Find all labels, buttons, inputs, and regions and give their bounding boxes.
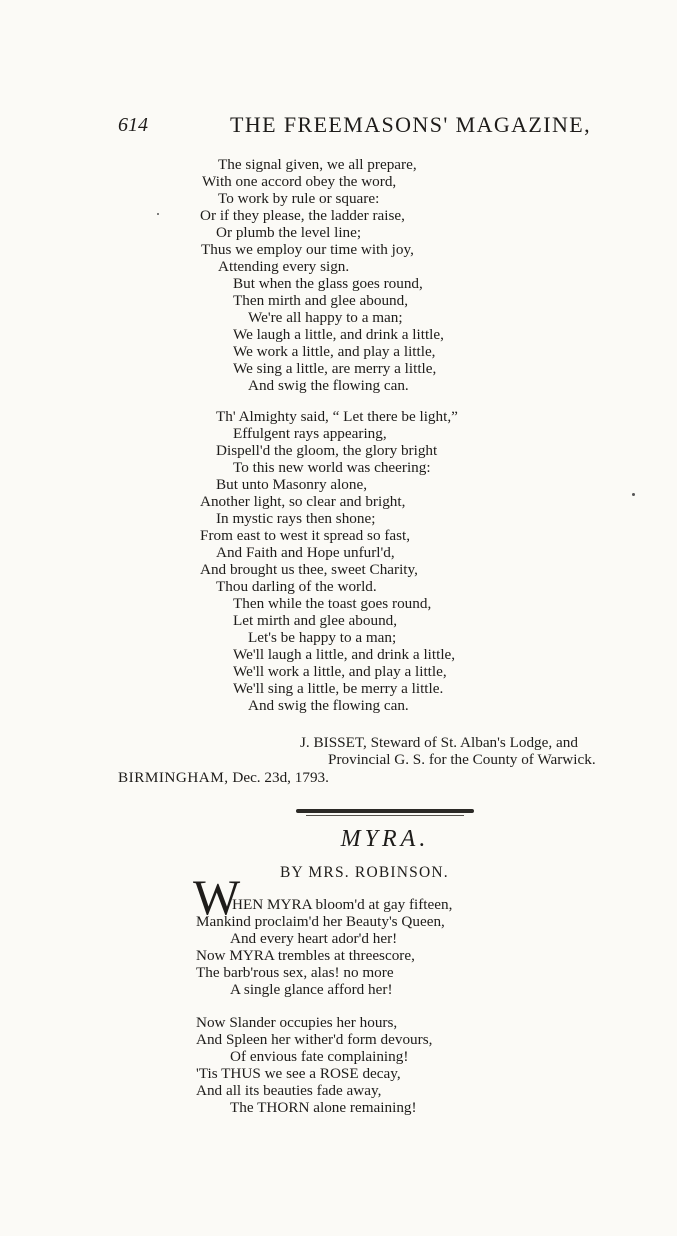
verse-line: And brought us thee, sweet Charity,	[200, 561, 418, 578]
verse-line: Thou darling of the world.	[216, 578, 377, 595]
verse-line: And every heart ador'd her!	[230, 930, 398, 947]
verse-line: With one accord obey the word,	[202, 173, 397, 190]
verse-line: Attending every sign.	[218, 258, 350, 275]
verse-line: And swig the flowing can.	[248, 697, 409, 714]
verse-line: And all its beauties fade away,	[196, 1082, 382, 1099]
signature-place: BIRMINGHAM,	[118, 769, 229, 786]
verse-line: In mystic rays then shone;	[216, 510, 376, 527]
verse-line: Mankind proclaim'd her Beauty's Queen,	[196, 913, 445, 930]
verse-line: The barb'rous sex, alas! no more	[196, 964, 394, 981]
verse-line: We'll work a little, and play a little,	[233, 663, 447, 680]
verse-line: Of envious fate complaining!	[230, 1048, 409, 1065]
verse-line: We'll laugh a little, and drink a little,	[233, 646, 456, 663]
verse-line: And swig the flowing can.	[248, 377, 409, 394]
verse-line: To work by rule or square:	[218, 190, 380, 207]
verse-line: Then while the toast goes round,	[233, 595, 432, 612]
verse-line: From east to west it spread so fast,	[200, 527, 411, 544]
verse-line: Now MYRA trembles at threescore,	[196, 947, 415, 964]
paper-speck	[157, 213, 159, 215]
verse-line: We sing a little, are merry a little,	[233, 360, 437, 377]
verse-line: Let mirth and glee abound,	[233, 612, 398, 629]
running-head: THE FREEMASONS' MAGAZINE,	[230, 112, 592, 137]
verse-line: We're all happy to a man;	[248, 309, 403, 326]
poem-byline: BY MRS. ROBINSON.	[280, 864, 449, 881]
verse-line: But when the glass goes round,	[233, 275, 423, 292]
page-number: 614	[118, 114, 148, 136]
paper-speck	[632, 493, 635, 496]
verse-line: Thus we employ our time with joy,	[201, 241, 414, 258]
verse-line: To this new world was cheering:	[233, 459, 431, 476]
verse-line: The THORN alone remaining!	[230, 1099, 417, 1116]
verse-line: We'll sing a little, be merry a little.	[233, 680, 444, 697]
verse-line: HEN MYRA bloom'd at gay fifteen,	[232, 896, 453, 913]
verse-line: Let's be happy to a man;	[248, 629, 397, 646]
verse-line: A single glance afford her!	[230, 981, 393, 998]
verse-line: Effulgent rays appearing,	[233, 425, 387, 442]
verse-line: We laugh a little, and drink a little,	[233, 326, 444, 343]
verse-line: Or if they please, the ladder raise,	[200, 207, 405, 224]
verse-line: And Faith and Hope unfurl'd,	[216, 544, 395, 561]
page-header	[118, 112, 658, 142]
section-divider	[296, 809, 474, 813]
poem-title: MYRA.	[340, 826, 430, 852]
signature-line: J. BISSET, Steward of St. Alban's Lodge, and	[300, 734, 578, 751]
verse-line: We work a little, and play a little,	[233, 343, 436, 360]
verse-line: Another light, so clear and bright,	[200, 493, 406, 510]
signature-line: Provincial G. S. for the County of Warwick.	[328, 751, 596, 768]
signature-date: Dec. 23d, 1793.	[232, 769, 329, 786]
verse-line: Th' Almighty said, “ Let there be light,”	[216, 408, 458, 425]
verse-line: 'Tis THUS we see a ROSE decay,	[196, 1065, 401, 1082]
verse-line: But unto Masonry alone,	[216, 476, 368, 493]
verse-line: Then mirth and glee abound,	[233, 292, 409, 309]
verse-line: Or plumb the level line;	[216, 224, 362, 241]
verse-line: The signal given, we all prepare,	[218, 156, 417, 173]
signature-dateline	[118, 769, 329, 786]
verse-line: And Spleen her wither'd form devours,	[196, 1031, 433, 1048]
verse-line: Now Slander occupies her hours,	[196, 1014, 398, 1031]
drop-cap: W	[193, 869, 241, 925]
verse-line: Dispell'd the gloom, the glory bright	[216, 442, 438, 459]
